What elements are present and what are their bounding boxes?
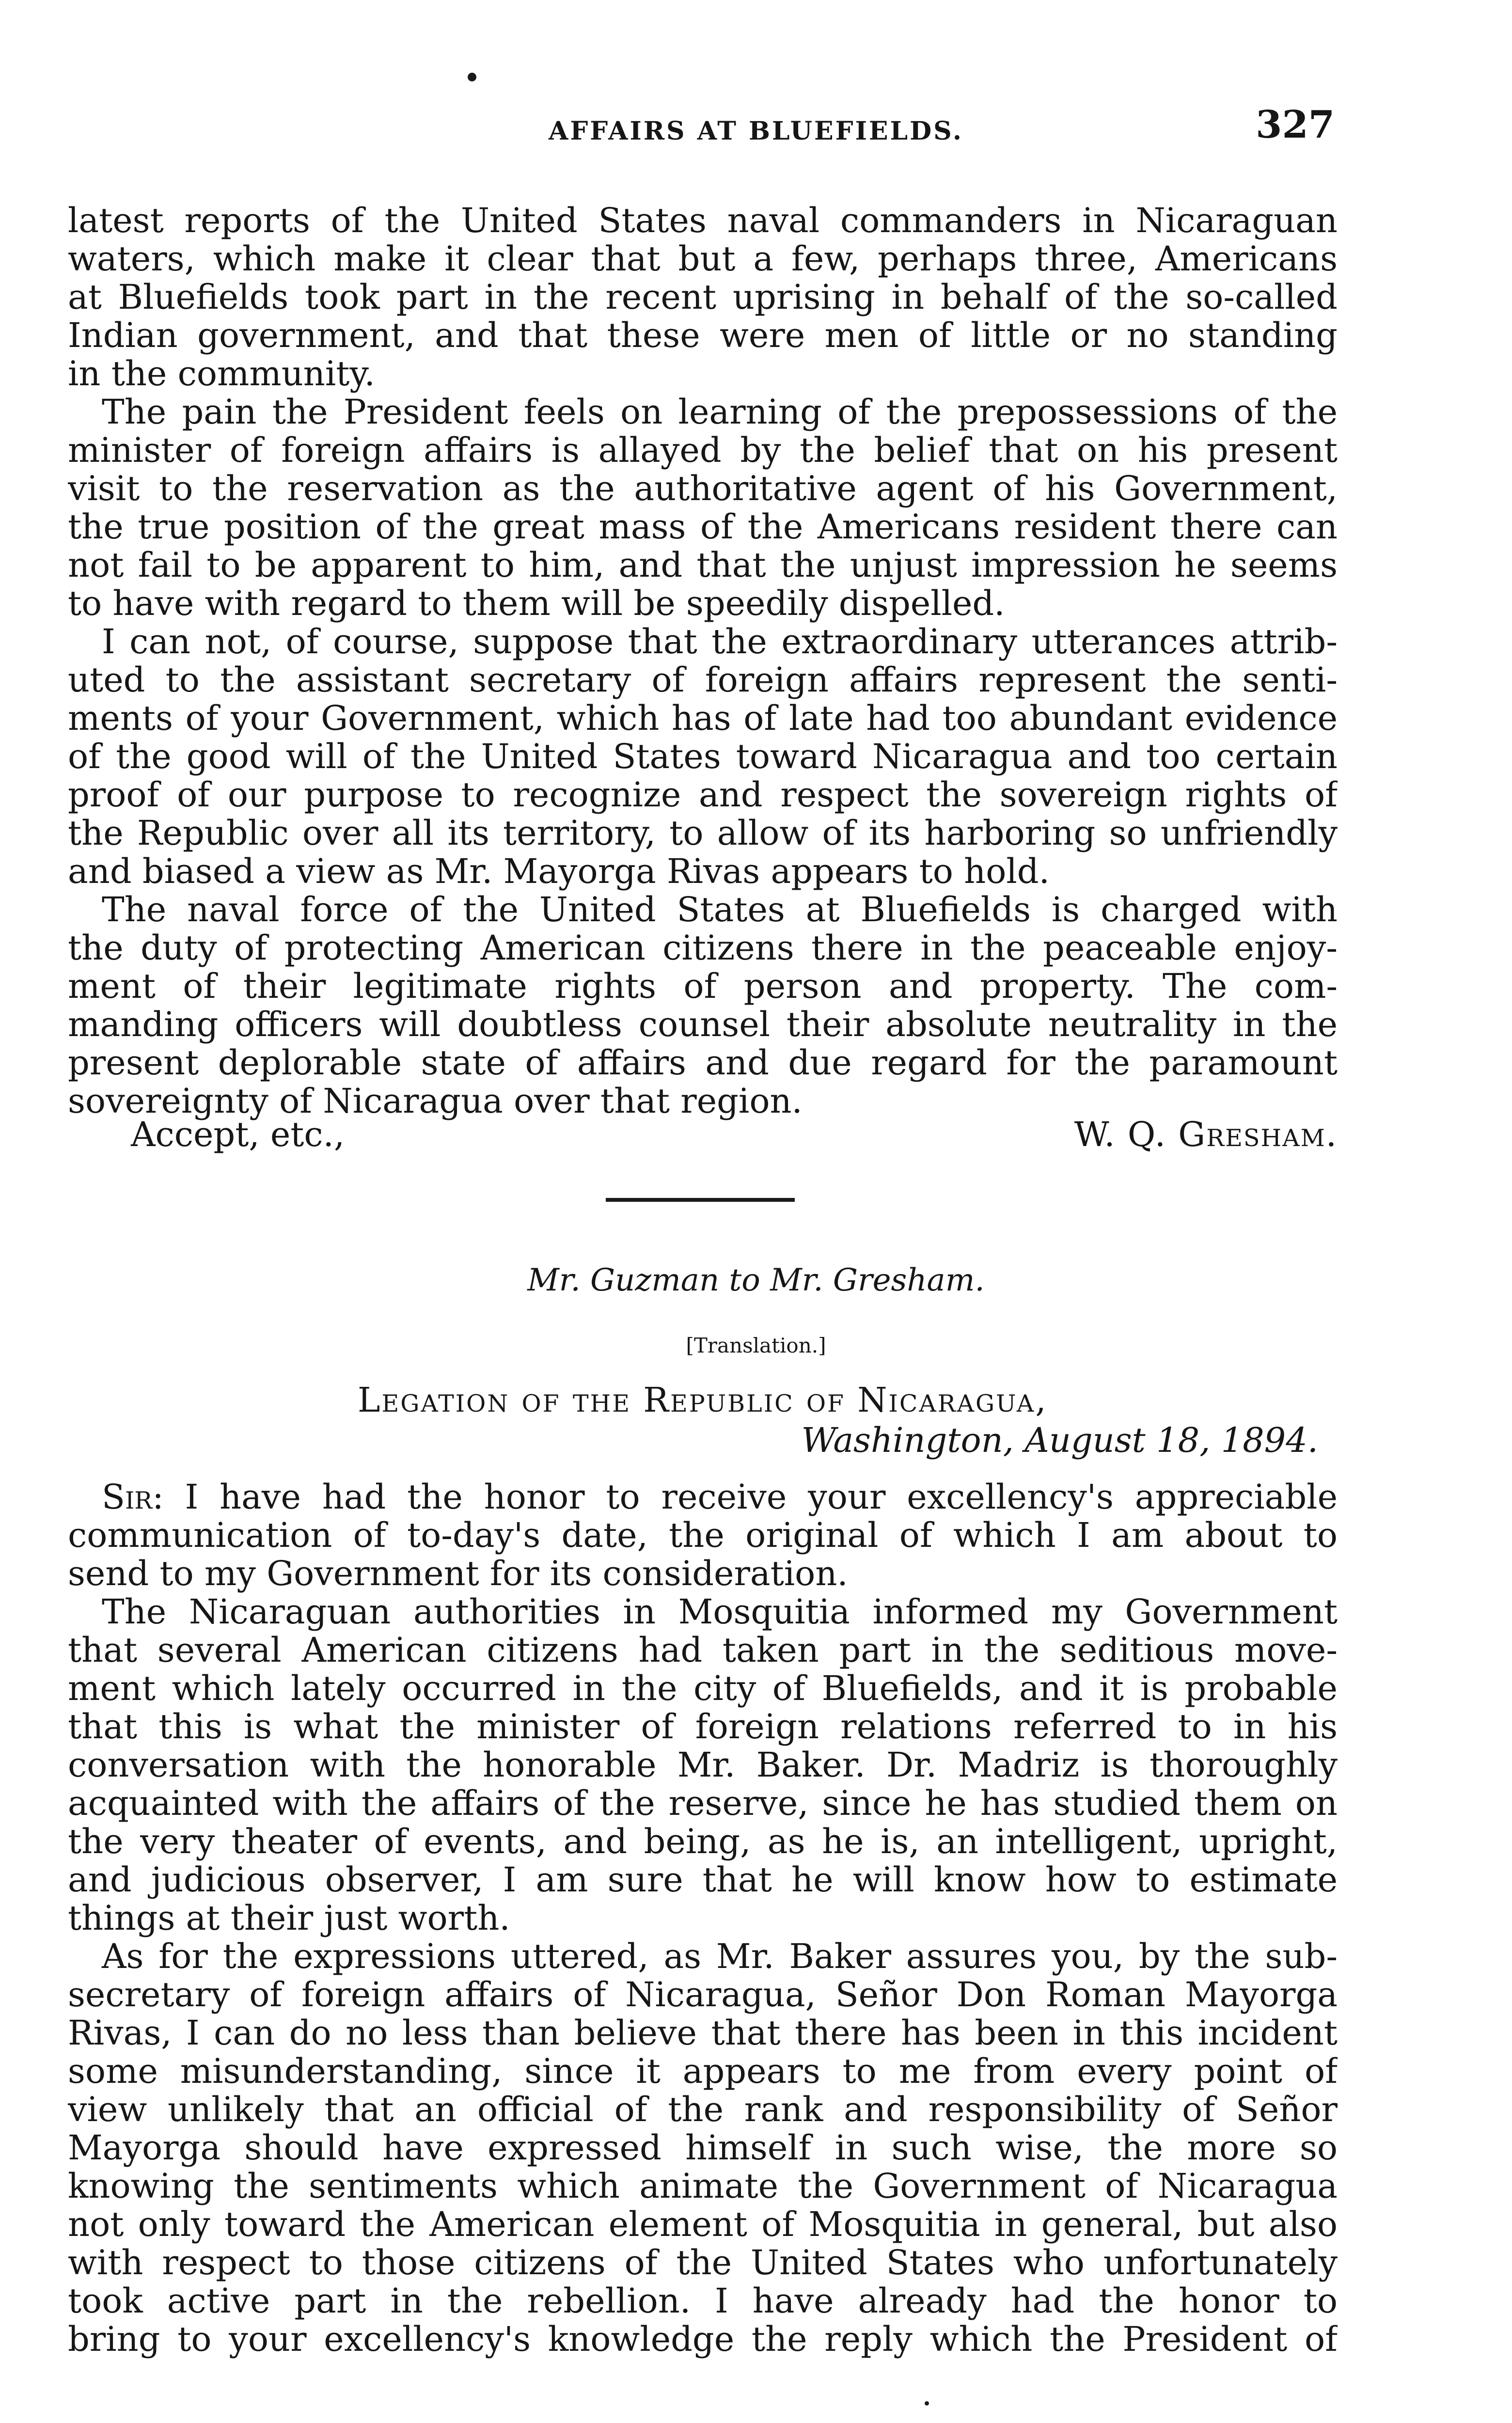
text-line: the true position of the great mass of the Americans resident there can <box>68 508 1338 546</box>
text-line: at Bluefields took part in the recent uprising in behalf of the so-called <box>68 278 1338 316</box>
text-line: things at their just worth. <box>68 1899 510 1937</box>
text-line: proof of our purpose to recognize and respect the sovereign rights of <box>68 776 1338 814</box>
text-line: view unlikely that an official of the rank and responsibility of Señor <box>68 2091 1338 2129</box>
dateline: Washington, August 18, 1894. <box>801 1420 1318 1460</box>
text-line: in the community. <box>68 355 375 393</box>
text-line: sovereignty of Nicaragua over that region. <box>68 1082 803 1120</box>
text-line: acquainted with the affairs of the reserve, since he has studied them on <box>68 1784 1338 1823</box>
text-line: manding officers will doubtless counsel their absolute neutrality in the <box>68 1006 1338 1044</box>
text-line: uted to the assistant secretary of foreign affairs represent the senti- <box>68 661 1338 699</box>
text-line: latest reports of the United States naval commanders in Nicaraguan <box>68 202 1338 240</box>
letter-one-closing <box>68 1115 1338 1153</box>
letter-one-body <box>68 202 1338 1120</box>
text-line: ment which lately occurred in the city of Bluefields, and it is probable <box>68 1669 1338 1708</box>
running-head: AFFAIRS AT BLUEFIELDS. <box>549 116 963 146</box>
text-line <box>68 1478 1338 1516</box>
text-line: the Republic over all its territory, to allow of its harboring so unfriendly <box>68 814 1338 852</box>
text-line: and biased a view as Mr. Mayorga Rivas appears to hold. <box>68 852 1050 891</box>
text-line: The pain the President feels on learning of the prepossessions of the <box>102 393 1338 431</box>
text-line: not fail to be apparent to him, and that the unjust impression he seems <box>68 546 1338 584</box>
signature: W. Q. Gresham. <box>1074 1115 1338 1154</box>
salutation: Sir: <box>102 1478 164 1516</box>
text-line: waters, which make it clear that but a few, perhaps three, Americans <box>68 240 1338 278</box>
letter-two-body <box>68 1478 1338 2359</box>
text-line: Indian government, and that these were men of little or no standing <box>68 316 1338 355</box>
text-line: bring to your excellency's knowledge the reply which the President of <box>68 2320 1338 2359</box>
text-line: The naval force of the United States at Bluefields is charged with <box>102 891 1338 929</box>
text-line: minister of foreign affairs is allayed by the belief that on his present <box>68 431 1338 470</box>
text-line: that this is what the minister of foreign relations referred to in his <box>68 1708 1338 1746</box>
text-line: Mayorga should have expressed himself in such wise, the more so <box>68 2129 1338 2167</box>
text-line: The Nicaraguan authorities in Mosquitia informed my Government <box>102 1593 1338 1631</box>
text-line: knowing the sentiments which animate the Government of Nicaragua <box>68 2167 1338 2205</box>
text-line: conversation with the honorable Mr. Baker. Dr. Madriz is thoroughly <box>68 1746 1338 1784</box>
text-line: secretary of foreign affairs of Nicaragua, Señor Don Roman Mayorga <box>68 1976 1338 2014</box>
section-divider <box>606 1198 795 1202</box>
text-line: visit to the reservation as the authoritative agent of his Government, <box>68 470 1338 508</box>
text-line: not only toward the American element of Mosquitia in general, but also <box>68 2205 1338 2244</box>
text-line: I can not, of course, suppose that the extraordinary utterances attrib- <box>102 623 1338 661</box>
text-line: send to my Government for its consideration. <box>68 1555 848 1593</box>
text-line: of the good will of the United States toward Nicaragua and too certain <box>68 738 1338 776</box>
print-mark-top <box>468 73 476 81</box>
page-number: 327 <box>1256 103 1335 147</box>
opening-text: I have had the honor to receive your excellency's appreciable <box>163 1478 1338 1516</box>
text-line: to have with regard to them will be speedily dispelled. <box>68 584 1005 623</box>
text-line: the very theater of events, and being, as he is, an intelligent, upright, <box>68 1823 1338 1861</box>
text-line: ments of your Government, which has of late had too abundant evidence <box>68 699 1338 738</box>
text-line: communication of to-day's date, the original of which I am about to <box>68 1516 1338 1555</box>
translation-note: [Translation.] <box>686 1334 826 1357</box>
letterhead: Legation of the Republic of Nicaragua, <box>358 1380 1048 1420</box>
document-title: Mr. Guzman to Mr. Gresham. <box>527 1262 985 1298</box>
text-line: that several American citizens had taken part in the seditious move- <box>68 1631 1338 1669</box>
text-line: Rivas, I can do no less than believe that there has been in this incident <box>68 2014 1338 2052</box>
text-line: took active part in the rebellion. I have already had the honor to <box>68 2282 1338 2320</box>
text-line: with respect to those citizens of the United States who unfortunately <box>68 2244 1338 2282</box>
text-line: As for the expressions uttered, as Mr. Baker assures you, by the sub- <box>102 1937 1338 1976</box>
print-mark-bottom <box>925 2401 929 2406</box>
text-line: the duty of protecting American citizens there in the peaceable enjoy- <box>68 929 1338 967</box>
text-line: ment of their legitimate rights of person and property. The com- <box>68 967 1338 1006</box>
text-line: and judicious observer, I am sure that he will know how to estimate <box>68 1861 1338 1899</box>
complimentary-close: Accept, etc., <box>131 1115 345 1154</box>
text-line: present deplorable state of affairs and due regard for the paramount <box>68 1044 1338 1082</box>
text-line: some misunderstanding, since it appears to me from every point of <box>68 2052 1338 2091</box>
